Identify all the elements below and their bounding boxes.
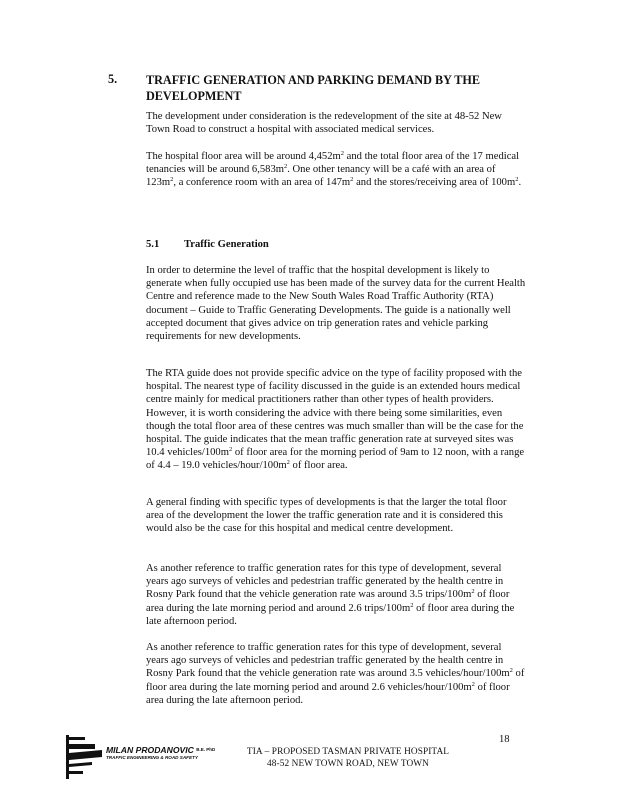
footer xyxy=(230,746,466,770)
logo-name: MILAN PRODANOVIC $^{B.E. PhD}$ xyxy=(106,745,216,755)
subsection-number: 5.1 xyxy=(146,239,160,250)
footer-address: 48-52 NEW TOWN ROAD, NEW TOWN xyxy=(267,759,429,769)
section-number: 5. xyxy=(108,72,118,86)
company-logo xyxy=(62,733,218,781)
page-number: 18 xyxy=(499,734,510,745)
logo-tagline: TRAFFIC ENGINEERING & ROAD SAFETY xyxy=(106,755,198,760)
floor-area-paragraph: The hospital floor area will be around $4,452m^2$ and the total floor area of the 17 medical tenancies will be around $6,583m^2$. One other tenancy will be a café with an area of $123m^2$, a conference room with an area of $147m^2$ and the stores/receiving area of $100m^2$. xyxy=(146,150,522,189)
logo-qualification: B.E. PhD xyxy=(196,747,216,752)
footer-title: TIA – PROPOSED TASMAN PRIVATE HOSPITAL xyxy=(246,747,450,757)
rosny-park-trips-paragraph: As another reference to traffic generation rates for this type of development, several years ago surveys of vehicles and pedestrian traffic generated by the health centre in Rosny Park found that the vehicle generation rate was around 3.5 trips/$100m^2$ of floor area during the late morning period and around 2.6 trips/$100m^2$ of floor area during the late afternoon period. xyxy=(146,563,515,627)
general-finding-paragraph: A general finding with specific types of developments is that the larger the total floor area of the development the lower the traffic generation rate and it is considered this would also be the case for this hospital and medical centre development. xyxy=(146,497,507,535)
subsection-title: Traffic Generation xyxy=(184,239,269,250)
section-title: TRAFFIC GENERATION AND PARKING DEMAND BY THE DEVELOPMENT xyxy=(146,73,481,103)
road-graphic-icon xyxy=(62,733,106,781)
rosny-park-vehicles-paragraph: As another reference to traffic generation rates for this type of development, several years ago surveys of vehicles and pedestrian traffic generated by the health centre in Rosny Park found that the vehicle generation rate was around 3.5 vehicles/$hour/100m^2$ of floor area during the late morning period and around 2.6 vehicles/$hour/100m^2$ of floor area during the late afternoon period. xyxy=(146,642,525,706)
rta-guide-paragraph: The RTA guide does not provide specific advice on the type of facility proposed with the hospital. The nearest type of facility discussed in the guide is an extended hours medical centre mainly for medical practitioners rather than other types of health providers. However, it is worth considering the advice with there being some similarities, even though the total floor area of these centres was much smaller than will be the case for the hospital. The guide indicates that the mean traffic generation rate at surveyed sites was 10.4 vehicles/$100m^2$ of floor area for the morning period of 9am to 12 noon, with a range of 4.4 – 19.0 vehicles/$hour/100m^2$ of floor area. xyxy=(146,368,525,472)
method-paragraph: In order to determine the level of traffic that the hospital development is likely to generate when fully occupied use has been made of the survey data for the current Health Centre and reference made to the New South Wales Road Traffic Authority (RTA) document – Guide to Traffic Generating Developments. The guide is a nationally well accepted document that gives advice on trip generation rates and vehicle parking requirements for new developments. xyxy=(146,265,526,343)
intro-paragraph: The development under consideration is the redevelopment of the site at 48-52 New Town Road to construct a hospital with associated medical services. xyxy=(146,111,502,136)
